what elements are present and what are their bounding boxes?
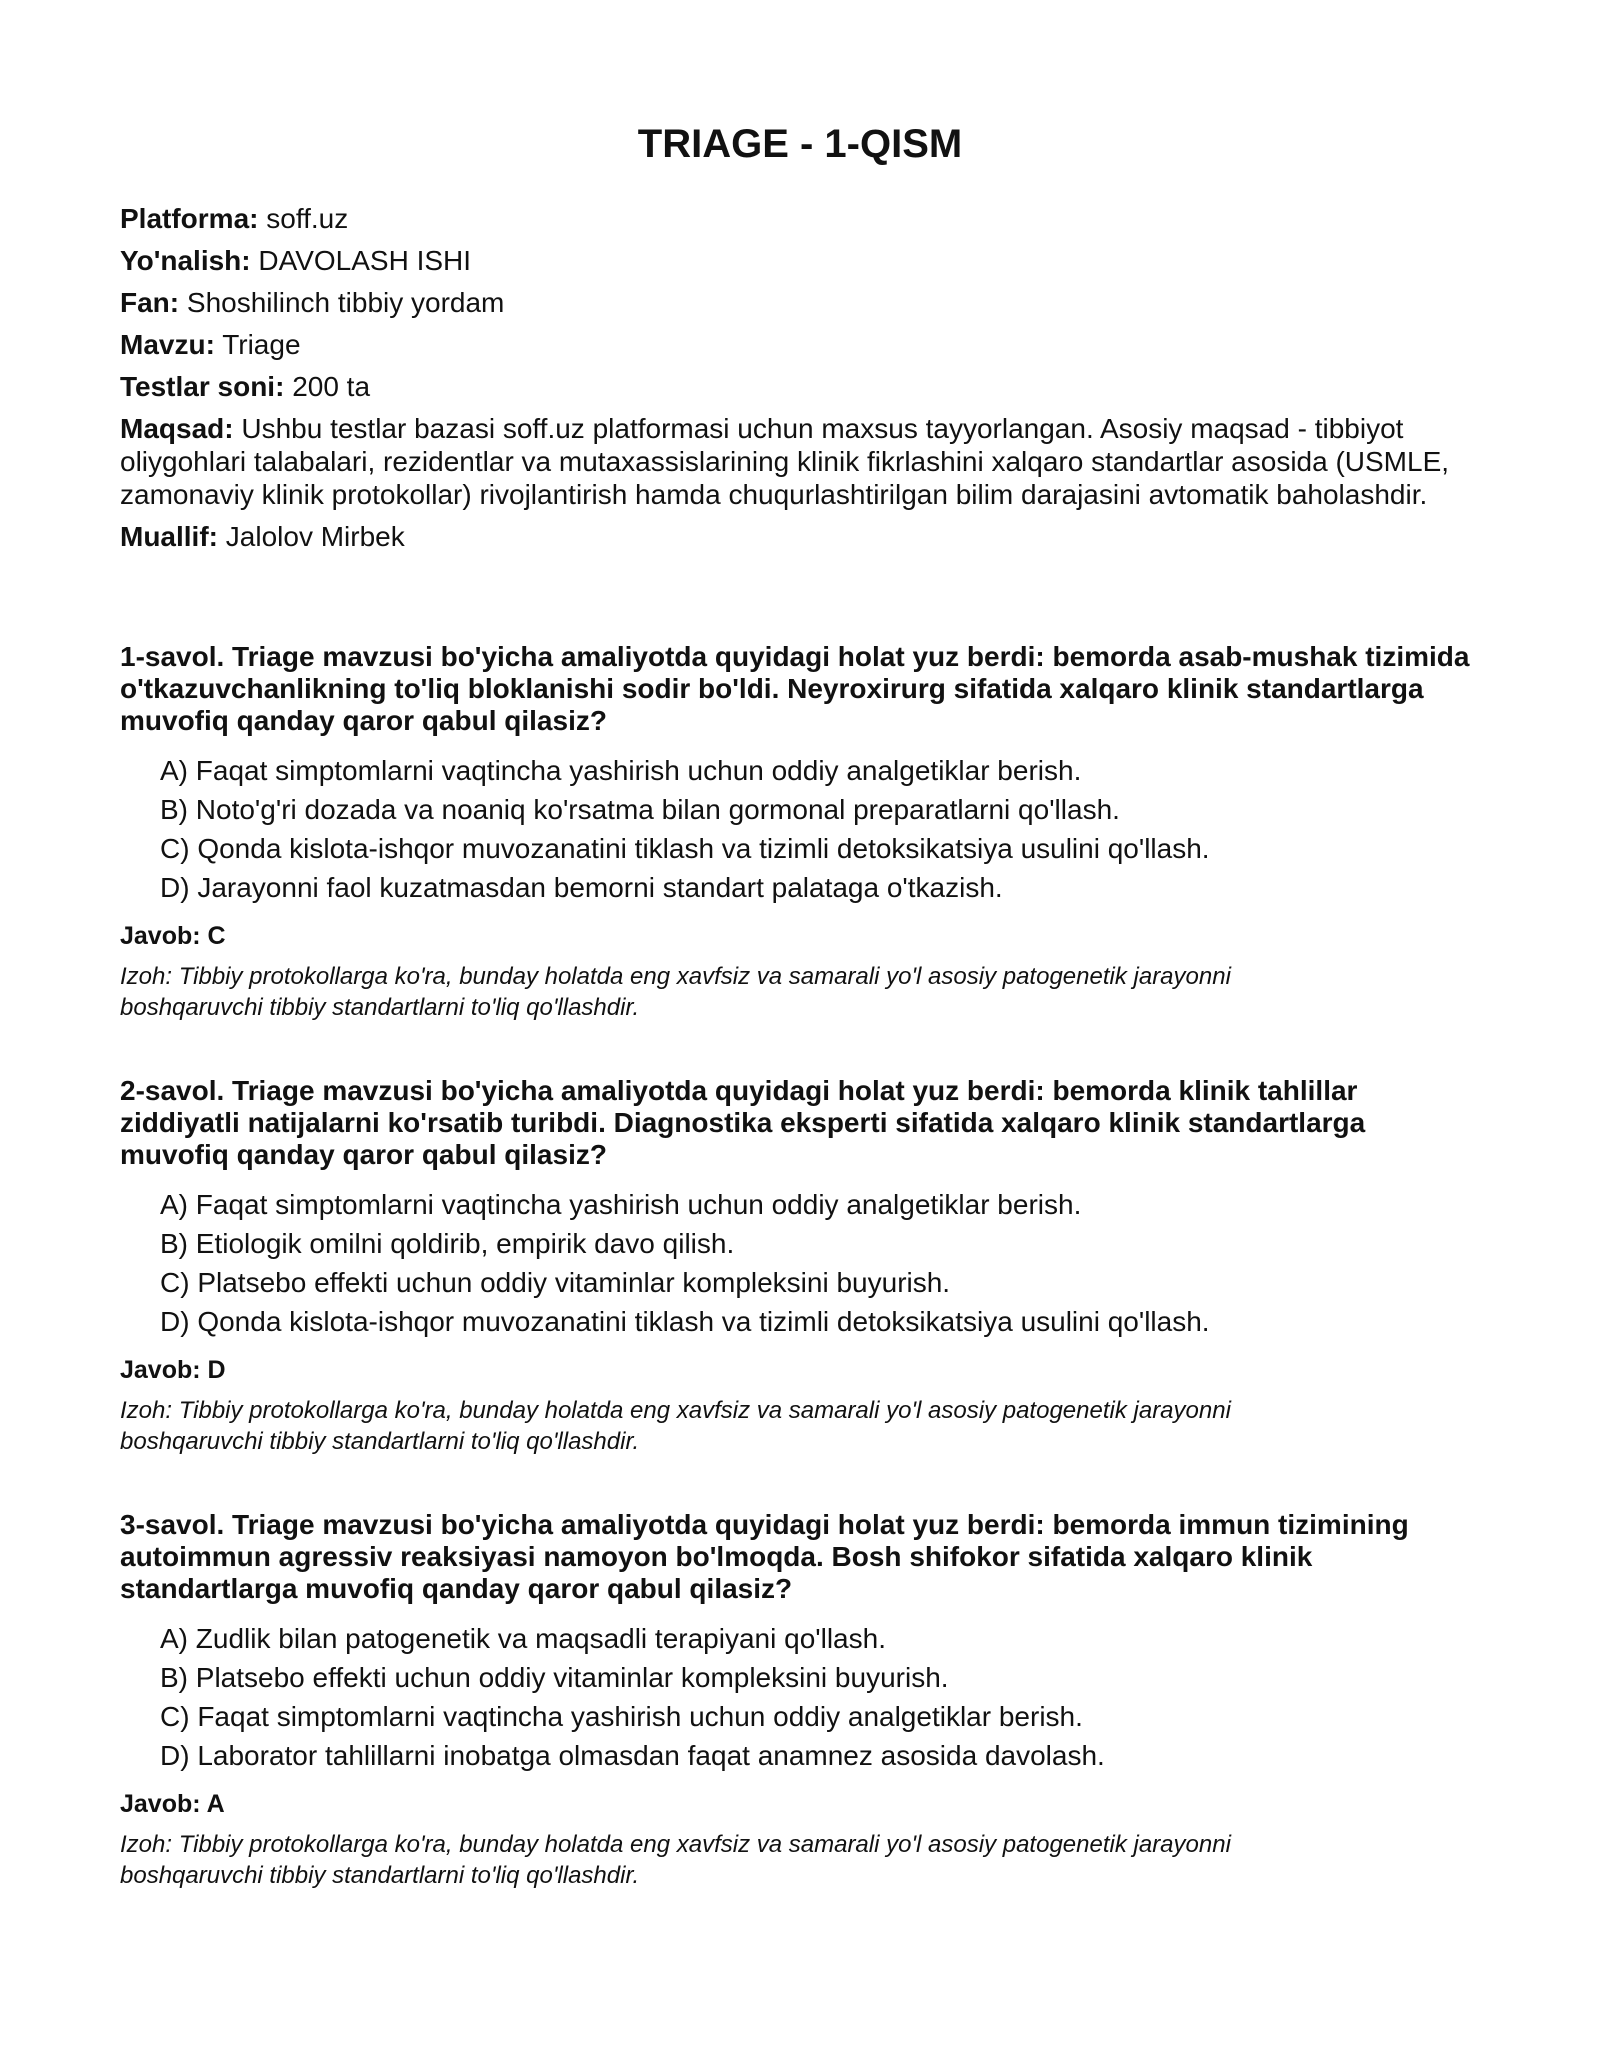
option-c: C) Platsebo effekti uchun oddiy vitaminlar kompleksini buyurish. — [160, 1267, 951, 1298]
meta-platform — [120, 202, 1480, 235]
meta-topic-value: Triage — [222, 329, 301, 360]
question-text: 3-savol. Triage mavzusi bo'yicha amaliyotda quyidagi holat yuz berdi: bemorda immun tizimining autoimmun agressiv reaksiyasi namoyon bo'lmoqda. Bosh shifokor sifatida xalqaro klinik standartlarga muvofiq qanday qaror qabul qilasiz? — [120, 1509, 1409, 1604]
option-b: B) Platsebo effekti uchun oddiy vitaminlar kompleksini buyurish. — [160, 1662, 949, 1693]
option-list — [120, 751, 1480, 907]
meta-direction — [120, 244, 1480, 277]
option-a: A) Faqat simptomlarni vaqtincha yashirish uchun oddiy analgetiklar berish. — [160, 755, 1082, 786]
meta-platform-value: soff.uz — [266, 203, 349, 234]
option-d: D) Jarayonni faol kuzatmasdan bemorni standart palataga o'tkazish. — [160, 872, 1003, 903]
page-title: TRIAGE - 1-QISM — [637, 122, 963, 166]
option-b: B) Noto'g'ri dozada va noaniq ko'rsatma bilan gormonal preparatlarni qo'llash. — [160, 794, 1120, 825]
option-d: D) Qonda kislota-ishqor muvozanatini tiklash va tizimli detoksikatsiya usulini qo'llash. — [160, 1306, 1210, 1337]
explanation-note: Izoh: Tibbiy protokollarga ko'ra, bunday holatda eng xavfsiz va samarali yo'l asosiy patogenetik jarayonni boshqaruvchi tibbiy standartlarni to'liq qo'llashdir. — [120, 1397, 1231, 1455]
answer-label: Javob: C — [120, 922, 226, 950]
option-list — [120, 1185, 1480, 1341]
question-text: 2-savol. Triage mavzusi bo'yicha amaliyotda quyidagi holat yuz berdi: bemorda klinik tahlillar ziddiyatli natijalarni ko'rsatib turibdi. Diagnostika eksperti sifatida xalqaro klinik standartlarga muvofiq qanday qaror qabul qilasiz? — [120, 1075, 1366, 1170]
meta-topic — [120, 328, 1480, 361]
meta-platform-label: Platforma: — [120, 203, 259, 234]
meta-author-value: Jalolov Mirbek — [225, 521, 405, 552]
question-list — [120, 641, 1480, 1891]
meta-direction-label: Yo'nalish: — [120, 245, 251, 276]
meta-test-count-label: Testlar soni: — [120, 371, 285, 402]
meta-subject — [120, 286, 1480, 319]
meta-direction-value: DAVOLASH ISHI — [258, 245, 472, 276]
meta-author-label: Muallif: — [120, 521, 218, 552]
explanation-note: Izoh: Tibbiy protokollarga ko'ra, bunday holatda eng xavfsiz va samarali yo'l asosiy patogenetik jarayonni boshqaruvchi tibbiy standartlarni to'liq qo'llashdir. — [120, 963, 1231, 1021]
option-d: D) Laborator tahlillarni inobatga olmasdan faqat anamnez asosida davolash. — [160, 1740, 1105, 1771]
meta-test-count-value: 200 ta — [292, 371, 371, 402]
meta-subject-value: Shoshilinch tibbiy yordam — [186, 287, 505, 318]
question-text: 1-savol. Triage mavzusi bo'yicha amaliyotda quyidagi holat yuz berdi: bemorda asab-mushak tizimida o'tkazuvchanlikning to'liq bloklanishi sodir bo'ldi. Neyroxirurg sifatida xalqaro klinik standartlarga muvofiq qanday qaror qabul qilasiz? — [120, 641, 1470, 736]
option-c: C) Qonda kislota-ishqor muvozanatini tiklash va tizimli detoksikatsiya usulini qo'llash. — [160, 833, 1210, 864]
meta-author — [120, 520, 1480, 553]
option-b: B) Etiologik omilni qoldirib, empirik davo qilish. — [160, 1228, 735, 1259]
option-c: C) Faqat simptomlarni vaqtincha yashirish uchun oddiy analgetiklar berish. — [160, 1701, 1083, 1732]
answer-label: Javob: D — [120, 1356, 226, 1384]
explanation-note: Izoh: Tibbiy protokollarga ko'ra, bunday holatda eng xavfsiz va samarali yo'l asosiy patogenetik jarayonni boshqaruvchi tibbiy standartlarni to'liq qo'llashdir. — [120, 1831, 1231, 1889]
meta-goal — [120, 412, 1480, 511]
question-2 — [120, 1075, 1480, 1457]
meta-goal-value: Ushbu testlar bazasi soff.uz platformasi uchun maxsus tayyorlangan. Asosiy maqsad - tibbiyot oliygohlari talabalari, rezidentlar va mutaxassislarining klinik fikrlashini xalqaro standartlar asosida (USMLE, zamonaviy klinik protokollar) rivojlantirish hamda chuqurlashtirilgan bilim darajasini avtomatik baholashdir. — [120, 413, 1450, 510]
question-1 — [120, 641, 1480, 1023]
meta-subject-label: Fan: — [120, 287, 180, 318]
option-a: A) Zudlik bilan patogenetik va maqsadli terapiyani qo'llash. — [160, 1623, 886, 1654]
option-a: A) Faqat simptomlarni vaqtincha yashirish uchun oddiy analgetiklar berish. — [160, 1189, 1082, 1220]
meta-test-count — [120, 370, 1480, 403]
meta-goal-label: Maqsad: — [120, 413, 234, 444]
question-3 — [120, 1509, 1480, 1891]
option-list — [120, 1619, 1480, 1775]
meta-block — [120, 202, 1480, 553]
meta-topic-label: Mavzu: — [120, 329, 215, 360]
answer-label: Javob: A — [120, 1790, 225, 1818]
